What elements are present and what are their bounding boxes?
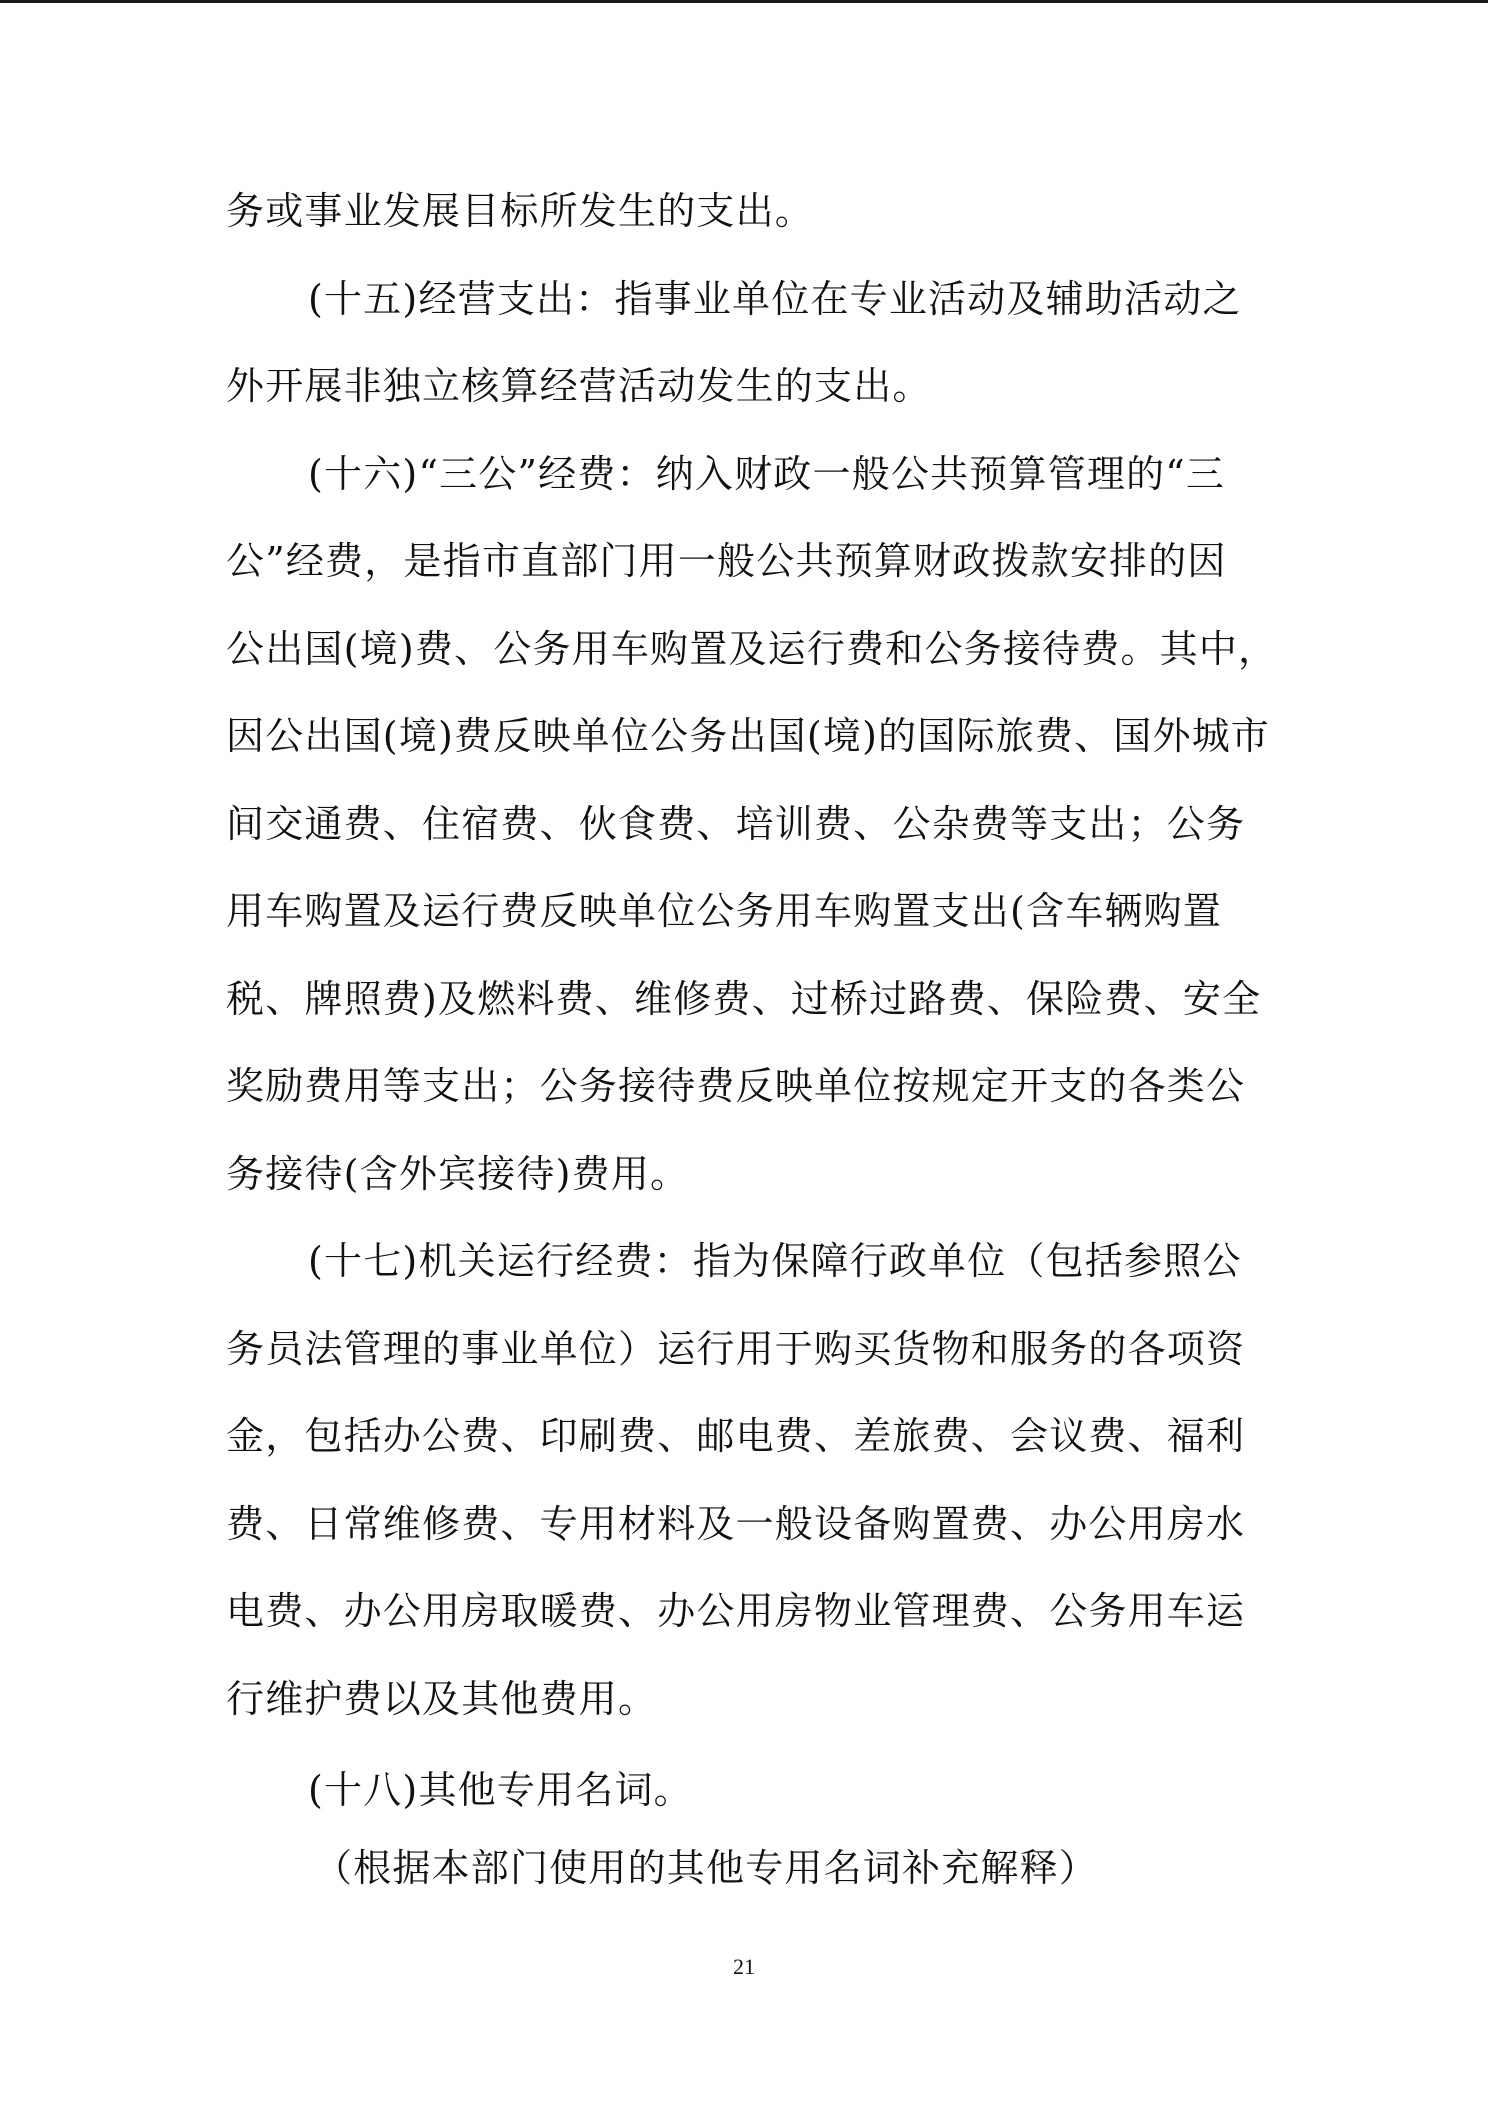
text-line: 间交通费、住宿费、伙食费、培训费、公杂费等支出；公务 — [226, 801, 1246, 846]
text-line: 金，包括办公费、印刷费、邮电费、差旅费、会议费、福利 — [226, 1414, 1246, 1458]
document-body — [226, 168, 1278, 1912]
paragraph-15-start: (十五)经营支出：指事业单位在专业活动及辅助活动之 — [308, 276, 1242, 321]
text-line: 奖励费用等支出；公务接待费反映单位按规定开支的各类公 — [226, 1064, 1246, 1108]
text-line: 用车购置及运行费反映单位公务用车购置支出(含车辆购置 — [226, 889, 1223, 933]
text-line: 务接待(含外宾接待)费用。 — [226, 1151, 690, 1196]
text-line: 因公出国(境)费反映单位公务出国(境)的国际旅费、国外城市 — [226, 714, 1271, 758]
text-line: 公”经费，是指市直部门用一般公共预算财政拨款安排的因 — [226, 539, 1227, 583]
top-border-line — [0, 0, 1488, 3]
text-line: 公出国(境)费、公务用车购置及运行费和公务接待费。其中， — [226, 626, 1278, 671]
text-line: 税、牌照费)及燃料费、维修费、过桥过路费、保险费、安全 — [226, 976, 1262, 1021]
text-line: 务员法管理的事业单位）运行用于购买货物和服务的各项资 — [226, 1326, 1246, 1371]
text-line: 行维护费以及其他费用。 — [226, 1676, 658, 1721]
paragraph-17-start: (十七)机关运行经费：指为保障行政单位（包括参照公 — [308, 1239, 1242, 1283]
text-line: 务或事业发展目标所发生的支出。 — [226, 189, 815, 233]
page-number: 21 — [733, 1954, 755, 1979]
text-line: 电费、办公用房取暖费、办公用房物业管理费、公务用车运 — [226, 1589, 1246, 1633]
text-line: 费、日常维修费、专用材料及一般设备购置费、办公用房水 — [226, 1501, 1246, 1546]
text-line: 外开展非独立核算经营活动发生的支出。 — [226, 364, 932, 408]
supplement-note: （根据本部门使用的其他专用名词补充解释） — [314, 1845, 1099, 1890]
paragraph-18-start: (十八)其他专用名词。 — [308, 1768, 693, 1812]
paragraph-16-start: (十六)“三公”经费：纳入财政一般公共预算管理的“三 — [308, 451, 1226, 496]
